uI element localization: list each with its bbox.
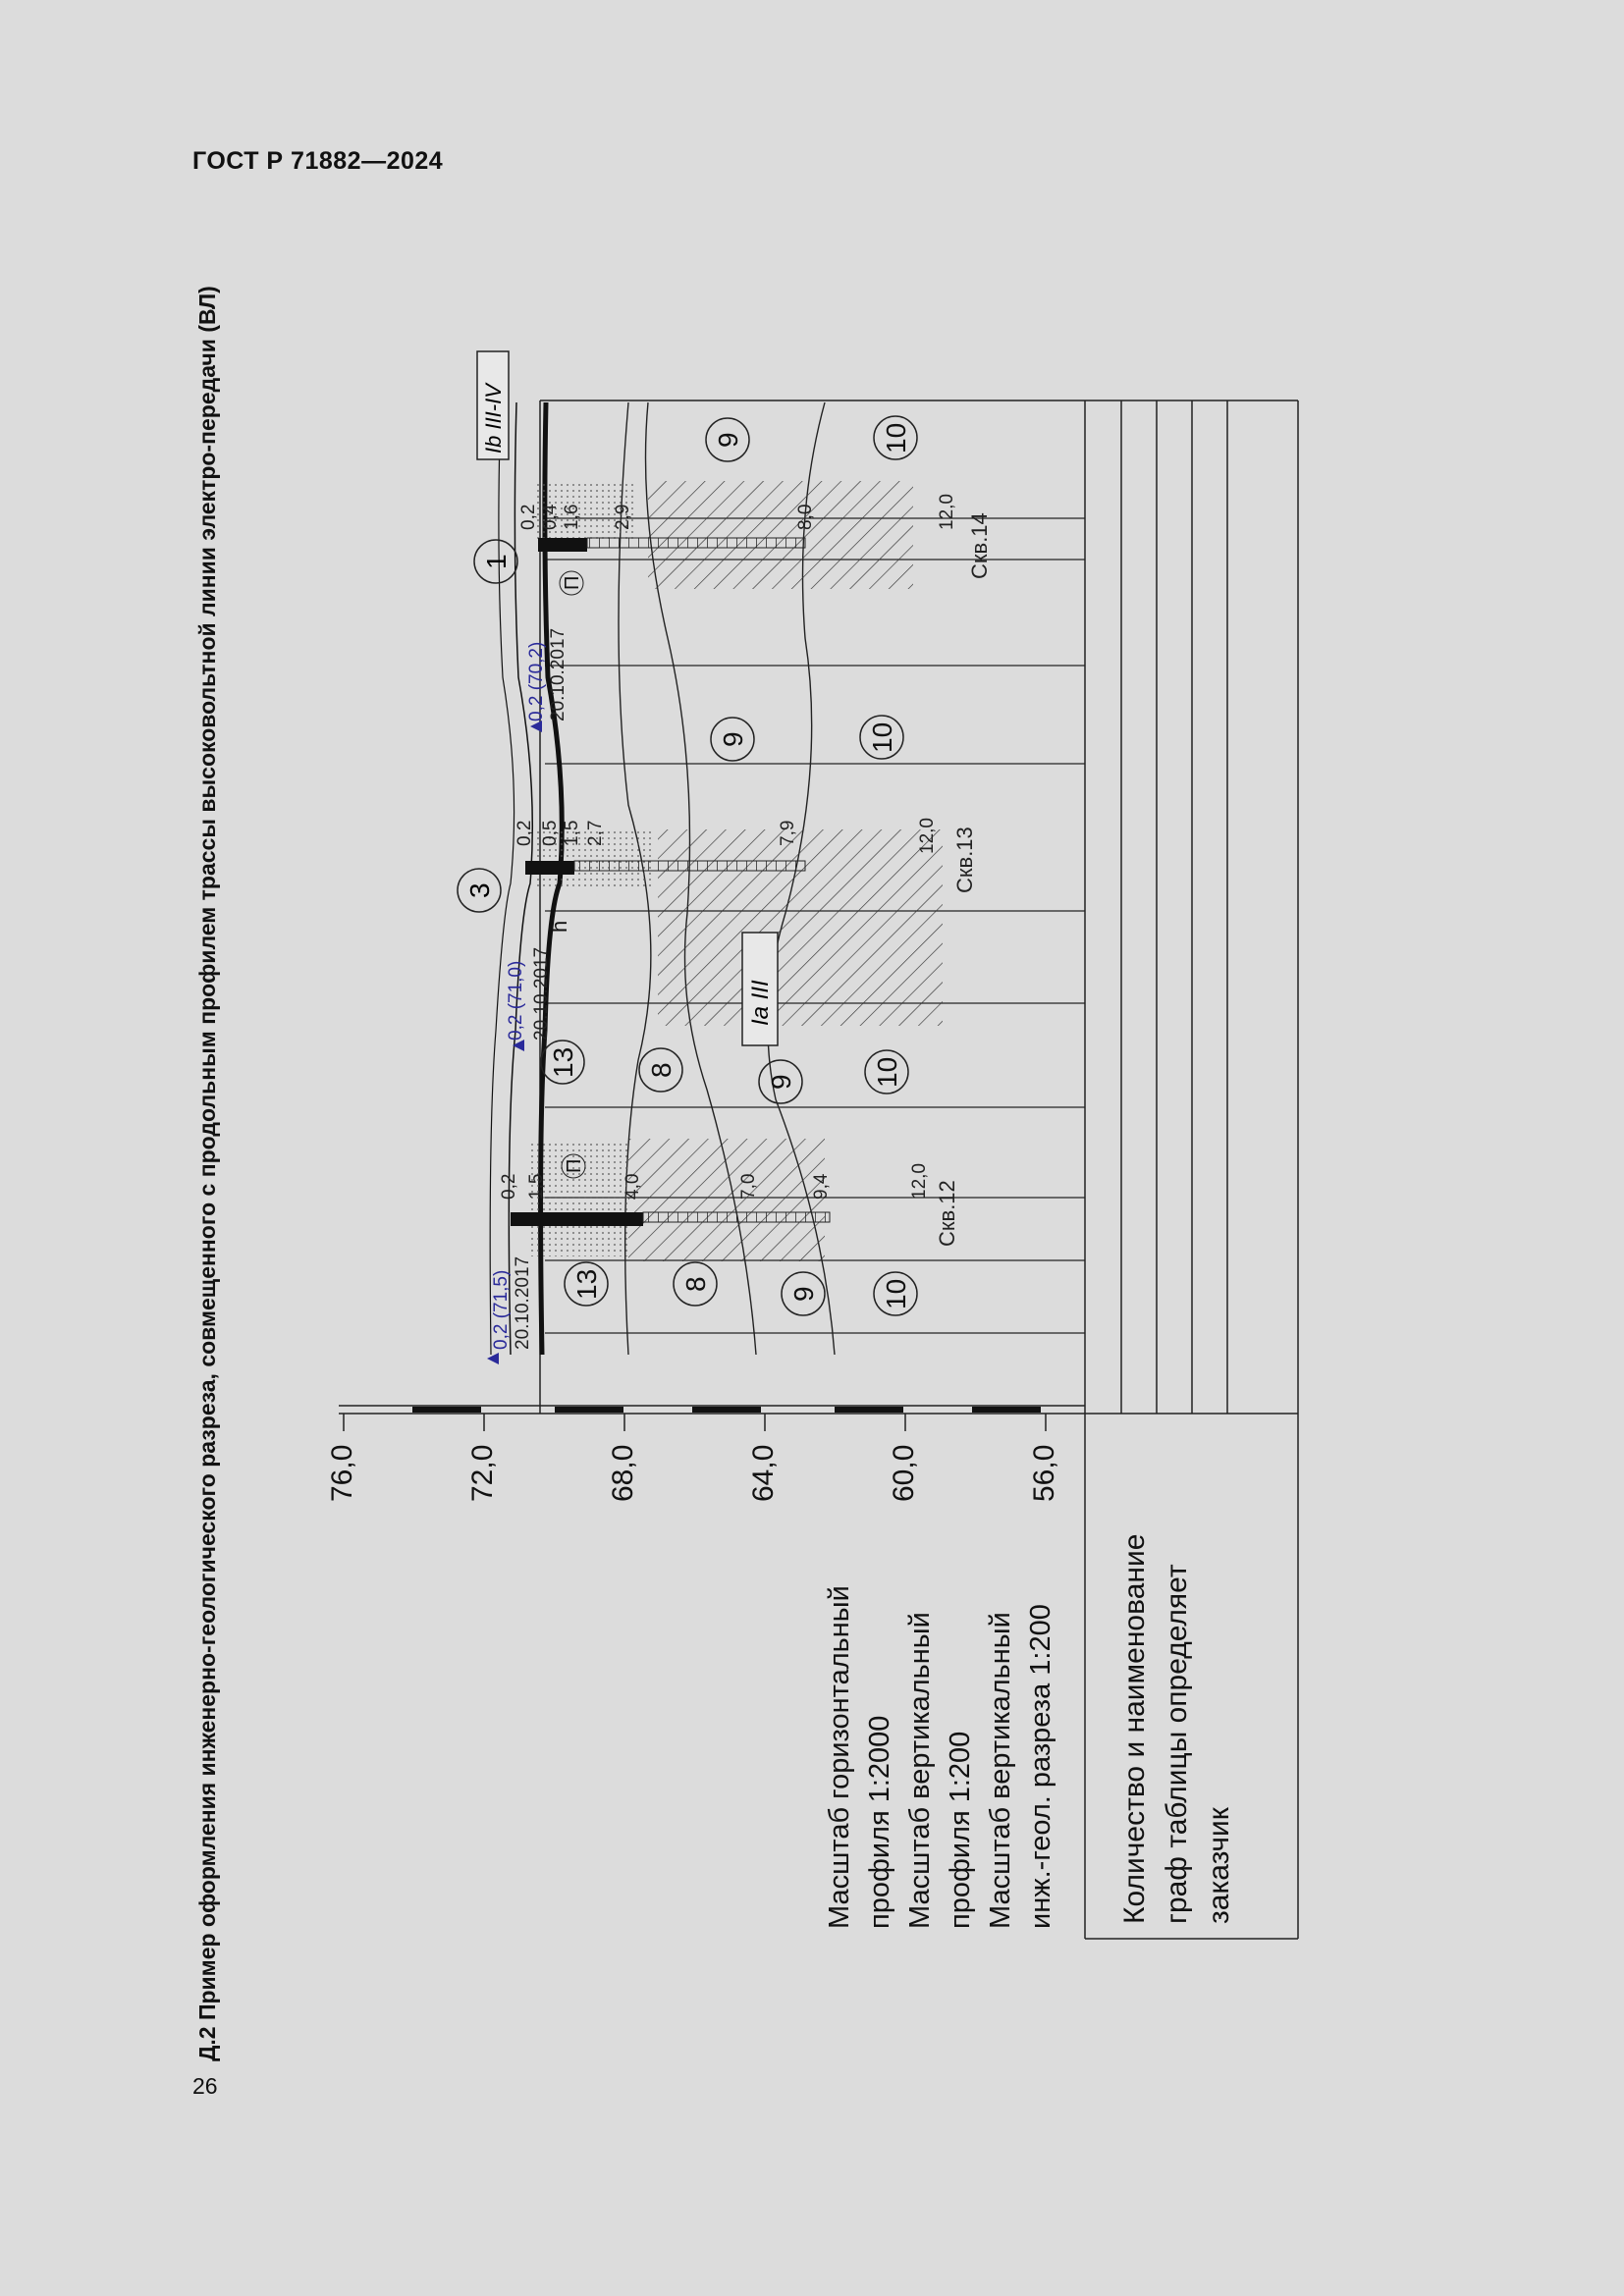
zone-label-ia	[742, 933, 778, 1045]
scale-note-1: Масштаб горизонтальный	[824, 1585, 855, 1929]
bh13-mark-5: 12,0	[917, 818, 938, 854]
scale-note-4: профиля 1:200	[945, 1731, 976, 1929]
soil-mark-2-text: П	[562, 575, 583, 590]
bh13-mark-4: 7,9	[778, 820, 798, 846]
callout-3-text: 3	[464, 882, 495, 898]
layer-10a-text: 10	[881, 1278, 911, 1309]
layer-10b-text: 10	[872, 1056, 902, 1088]
bh14-mark-3: 2,9	[613, 504, 633, 530]
layer-circle-9b	[759, 1060, 802, 1103]
scale-note-5: Масштаб вертикальный	[985, 1612, 1016, 1929]
bh14-mark-2: 1,6	[562, 504, 582, 530]
scale-note-2: профиля 1:2000	[864, 1715, 895, 1929]
bh13-water: 0,2 (71,0)	[506, 960, 526, 1041]
bh12-mark-0: 0,2	[499, 1173, 519, 1200]
callout-3	[458, 869, 501, 912]
layer-10c-text: 10	[867, 721, 897, 753]
bh12-water: 0,2 (71,5)	[491, 1269, 512, 1350]
elevation-axis	[339, 1406, 1085, 1431]
bh14-mark-4: 8,0	[795, 504, 816, 530]
layer-9b-text: 9	[766, 1074, 796, 1090]
layer-13b-text: 13	[548, 1046, 578, 1078]
layer-circle-8b	[639, 1048, 682, 1092]
bh14-water: 0,2 (70,2)	[526, 641, 547, 721]
layer-circle-10a	[874, 1272, 917, 1315]
axis-tick-64: 64,0	[747, 1444, 780, 1502]
zone-label-ib	[477, 351, 509, 459]
layer-circle-10c	[860, 716, 903, 759]
scale-note-6: инж.-геол. разреза 1:200	[1025, 1604, 1056, 1929]
layer-circle-8a	[674, 1262, 717, 1306]
layer-circle-10d	[874, 416, 917, 459]
page-number: 26	[192, 2073, 218, 2099]
figure-caption: Д.2 Пример оформления инженерно-геологического разреза, совмещенного с продольным профилем трассы высоковольтной линии электро-передачи (ВЛ)	[194, 286, 220, 2061]
standard-header: ГОСТ Р 71882—2024	[192, 147, 444, 175]
axis-tick-68: 68,0	[607, 1444, 639, 1502]
bh12-name: Скв.12	[935, 1180, 959, 1247]
bh13-name: Скв.13	[952, 827, 977, 893]
soil-mark-2	[560, 571, 583, 595]
bh13-mark-0: 0,2	[514, 820, 535, 846]
table-note-2: граф таблицы определяет	[1161, 1564, 1193, 1924]
scale-note-3: Масштаб вертикальный	[904, 1612, 936, 1929]
bh14-date: 20.10.2017	[548, 627, 568, 721]
bh14-mark-0: 0,2	[518, 504, 539, 530]
layer-9d-text: 9	[713, 432, 743, 448]
bh14-mark-1: 0,4	[540, 504, 561, 530]
bh13-mark-2: 1,5	[562, 820, 582, 846]
soil-mark-h: h	[547, 920, 571, 933]
bh12-mark-1: 1,5	[526, 1173, 547, 1200]
bh14-name: Скв.14	[967, 512, 992, 579]
layer-10d-text: 10	[881, 422, 911, 454]
table-note-1: Количество и наименование	[1118, 1533, 1151, 1924]
bh12-date: 20.10.2017	[513, 1255, 533, 1350]
zone-label-ib-text: Ib III-IV	[481, 384, 506, 454]
layer-9c-text: 9	[718, 731, 748, 747]
axis-tick-72: 72,0	[466, 1444, 499, 1502]
axis-tick-60: 60,0	[888, 1444, 920, 1502]
axis-tick-56: 56,0	[1028, 1444, 1060, 1502]
layer-circle-13a	[565, 1262, 608, 1306]
layer-8b-text: 8	[646, 1062, 677, 1078]
layer-circle-9d	[706, 418, 749, 461]
layer-circle-13b	[541, 1041, 584, 1084]
soil-mark-1-text: П	[564, 1158, 585, 1173]
layer-8a-text: 8	[680, 1276, 711, 1292]
zone-label-ia-text: Ia III	[747, 980, 774, 1026]
bh12-mark-4: 9,4	[811, 1173, 832, 1200]
callout-1	[474, 540, 517, 583]
callout-1-text: 1	[481, 554, 512, 569]
layer-circle-9a	[782, 1272, 825, 1315]
bh14-mark-5: 12,0	[937, 494, 957, 530]
bh13-date: 20.10.2017	[531, 946, 552, 1041]
axis-tick-76: 76,0	[326, 1444, 358, 1502]
bh13-mark-1: 0,5	[540, 820, 561, 846]
layer-circle-10b	[865, 1050, 908, 1094]
layer-13a-text: 13	[571, 1268, 602, 1300]
table-note-3: заказчик	[1203, 1807, 1235, 1924]
bh13-mark-3: 2,7	[585, 820, 606, 846]
bh12-mark-5: 12,0	[909, 1163, 930, 1200]
layer-circle-9c	[711, 718, 754, 761]
bh12-mark-3: 7,0	[738, 1173, 759, 1200]
bh12-mark-2: 4,0	[623, 1173, 643, 1200]
layer-9a-text: 9	[788, 1286, 819, 1302]
